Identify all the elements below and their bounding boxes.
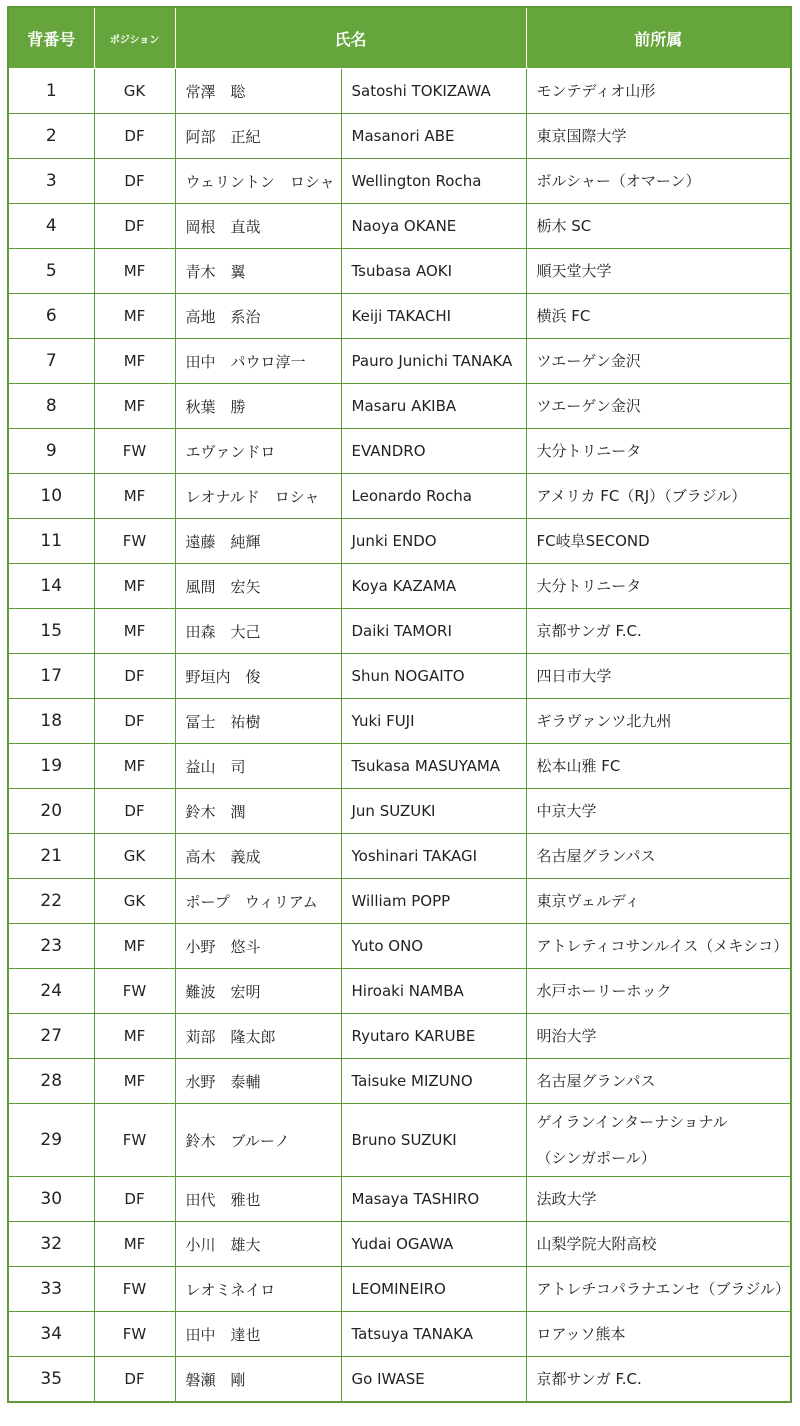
player-position: FW [94, 1104, 175, 1177]
player-name-en: Pauro Junichi TANAKA [341, 339, 526, 384]
table-row [8, 1222, 791, 1267]
player-previous-club: 名古屋グランパス [526, 834, 791, 879]
player-name-jp: 小野 悠斗 [175, 924, 341, 969]
player-previous-club: 東京国際大学 [526, 114, 791, 159]
player-name-jp: 冨士 祐樹 [175, 699, 341, 744]
table-row [8, 1267, 791, 1312]
player-name-jp: 鈴木 ブルーノ [175, 1104, 341, 1177]
player-position: DF [94, 1357, 175, 1403]
player-previous-club: 四日市大学 [526, 654, 791, 699]
player-name-en: Shun NOGAITO [341, 654, 526, 699]
player-number: 28 [8, 1059, 94, 1104]
player-position: MF [94, 1014, 175, 1059]
player-previous-club: 栃木 SC [526, 204, 791, 249]
table-row [8, 924, 791, 969]
player-position: FW [94, 1267, 175, 1312]
player-previous-club: ボルシャー（オマーン） [526, 159, 791, 204]
player-previous-club: 名古屋グランパス [526, 1059, 791, 1104]
player-number: 14 [8, 564, 94, 609]
player-position: FW [94, 429, 175, 474]
player-position: DF [94, 114, 175, 159]
player-name-jp: 高地 系治 [175, 294, 341, 339]
player-name-jp: 磐瀬 剛 [175, 1357, 341, 1403]
table-row [8, 1104, 791, 1177]
player-number: 11 [8, 519, 94, 564]
player-number: 35 [8, 1357, 94, 1403]
player-name-en: Yuto ONO [341, 924, 526, 969]
player-name-en: William POPP [341, 879, 526, 924]
table-row [8, 519, 791, 564]
table-row [8, 564, 791, 609]
player-name-jp: 常澤 聡 [175, 69, 341, 114]
player-name-jp: ポープ ウィリアム [175, 879, 341, 924]
player-position: DF [94, 789, 175, 834]
player-previous-club: 水戸ホーリーホック [526, 969, 791, 1014]
player-position: DF [94, 204, 175, 249]
player-number: 24 [8, 969, 94, 1014]
player-position: MF [94, 294, 175, 339]
player-position: GK [94, 879, 175, 924]
player-previous-club: 明治大学 [526, 1014, 791, 1059]
player-name-jp: 高木 義成 [175, 834, 341, 879]
player-number: 6 [8, 294, 94, 339]
player-name-en: Masanori ABE [341, 114, 526, 159]
table-row [8, 744, 791, 789]
table-row [8, 1177, 791, 1222]
player-number: 10 [8, 474, 94, 519]
player-previous-club: ゲイランインターナショナル （シンガポール） [526, 1104, 791, 1177]
player-position: GK [94, 834, 175, 879]
player-name-jp: 田森 大己 [175, 609, 341, 654]
player-previous-club: アトレチコパラナエンセ（ブラジル） [526, 1267, 791, 1312]
player-name-jp: 難波 宏明 [175, 969, 341, 1014]
player-name-jp: 阿部 正紀 [175, 114, 341, 159]
player-previous-club: モンテディオ山形 [526, 69, 791, 114]
player-position: DF [94, 1177, 175, 1222]
player-name-en: Taisuke MIZUNO [341, 1059, 526, 1104]
table-row [8, 1059, 791, 1104]
table-row [8, 654, 791, 699]
table-row [8, 609, 791, 654]
player-previous-club: ツエーゲン金沢 [526, 384, 791, 429]
table-row [8, 1357, 791, 1403]
player-name-jp: 野垣内 俊 [175, 654, 341, 699]
player-position: DF [94, 159, 175, 204]
player-number: 5 [8, 249, 94, 294]
player-number: 3 [8, 159, 94, 204]
player-previous-club: 京都サンガ F.C. [526, 609, 791, 654]
player-previous-club: ギラヴァンツ北九州 [526, 699, 791, 744]
player-name-en: EVANDRO [341, 429, 526, 474]
player-name-jp: 青木 翼 [175, 249, 341, 294]
table-row [8, 834, 791, 879]
player-name-en: Hiroaki NAMBA [341, 969, 526, 1014]
player-position: MF [94, 924, 175, 969]
player-position: MF [94, 474, 175, 519]
player-position: DF [94, 654, 175, 699]
header-row [8, 7, 791, 69]
player-name-jp: 田中 パウロ淳一 [175, 339, 341, 384]
player-position: DF [94, 699, 175, 744]
player-position: MF [94, 384, 175, 429]
player-number: 34 [8, 1312, 94, 1357]
table-row [8, 204, 791, 249]
player-name-jp: 水野 泰輔 [175, 1059, 341, 1104]
player-number: 23 [8, 924, 94, 969]
player-position: MF [94, 609, 175, 654]
player-number: 9 [8, 429, 94, 474]
table-row [8, 789, 791, 834]
player-number: 27 [8, 1014, 94, 1059]
player-number: 4 [8, 204, 94, 249]
player-name-en: Go IWASE [341, 1357, 526, 1403]
table-row [8, 339, 791, 384]
player-name-jp: ウェリントン ロシャ [175, 159, 341, 204]
table-row [8, 879, 791, 924]
table-row [8, 384, 791, 429]
player-number: 32 [8, 1222, 94, 1267]
player-number: 19 [8, 744, 94, 789]
player-position: MF [94, 249, 175, 294]
table-row [8, 294, 791, 339]
player-name-jp: 田中 達也 [175, 1312, 341, 1357]
player-name-en: Yoshinari TAKAGI [341, 834, 526, 879]
player-name-en: Keiji TAKACHI [341, 294, 526, 339]
table-row [8, 429, 791, 474]
table-row [8, 1312, 791, 1357]
table-row [8, 114, 791, 159]
player-name-en: Yuki FUJI [341, 699, 526, 744]
player-previous-club: 東京ヴェルディ [526, 879, 791, 924]
player-name-en: Naoya OKANE [341, 204, 526, 249]
player-previous-club: 順天堂大学 [526, 249, 791, 294]
player-name-en: Tsukasa MASUYAMA [341, 744, 526, 789]
header-name: 氏名 [175, 7, 526, 69]
player-number: 21 [8, 834, 94, 879]
player-name-jp: 岡根 直哉 [175, 204, 341, 249]
player-previous-club: アメリカ FC（RJ）（ブラジル） [526, 474, 791, 519]
player-number: 17 [8, 654, 94, 699]
player-previous-club: 松本山雅 FC [526, 744, 791, 789]
player-name-jp: 小川 雄大 [175, 1222, 341, 1267]
player-number: 2 [8, 114, 94, 159]
player-previous-club: アトレティコサンルイス（メキシコ） [526, 924, 791, 969]
player-number: 29 [8, 1104, 94, 1177]
player-position: MF [94, 339, 175, 384]
player-number: 1 [8, 69, 94, 114]
player-name-jp: レオナルド ロシャ [175, 474, 341, 519]
player-previous-club: 京都サンガ F.C. [526, 1357, 791, 1403]
player-name-en: Masaru AKIBA [341, 384, 526, 429]
player-name-jp: 風間 宏矢 [175, 564, 341, 609]
header-club: 前所属 [526, 7, 791, 69]
player-name-en: Daiki TAMORI [341, 609, 526, 654]
player-name-en: Tatsuya TANAKA [341, 1312, 526, 1357]
roster-body [8, 69, 791, 1403]
player-previous-club: 横浜 FC [526, 294, 791, 339]
player-name-en: Tsubasa AOKI [341, 249, 526, 294]
header-number: 背番号 [8, 7, 94, 69]
player-position: GK [94, 69, 175, 114]
player-number: 22 [8, 879, 94, 924]
table-row [8, 474, 791, 519]
header-position: ポジション [94, 7, 175, 69]
player-name-en: Jun SUZUKI [341, 789, 526, 834]
roster-table [7, 6, 792, 1403]
player-previous-club: ツエーゲン金沢 [526, 339, 791, 384]
player-name-jp: 鈴木 潤 [175, 789, 341, 834]
player-name-jp: 秋葉 勝 [175, 384, 341, 429]
player-name-en: Koya KAZAMA [341, 564, 526, 609]
player-name-en: Wellington Rocha [341, 159, 526, 204]
player-previous-club: 中京大学 [526, 789, 791, 834]
player-previous-club: 大分トリニータ [526, 429, 791, 474]
player-previous-club: 法政大学 [526, 1177, 791, 1222]
player-name-jp: 田代 雅也 [175, 1177, 341, 1222]
player-previous-club: ロアッソ熊本 [526, 1312, 791, 1357]
player-position: MF [94, 1222, 175, 1267]
player-name-en: Ryutaro KARUBE [341, 1014, 526, 1059]
player-number: 15 [8, 609, 94, 654]
player-name-jp: レオミネイロ [175, 1267, 341, 1312]
table-row [8, 1014, 791, 1059]
player-number: 33 [8, 1267, 94, 1312]
player-name-en: Junki ENDO [341, 519, 526, 564]
player-position: MF [94, 744, 175, 789]
player-number: 7 [8, 339, 94, 384]
table-row [8, 969, 791, 1014]
player-position: MF [94, 1059, 175, 1104]
player-name-en: Satoshi TOKIZAWA [341, 69, 526, 114]
player-name-en: LEOMINEIRO [341, 1267, 526, 1312]
player-previous-club: 山梨学院大附高校 [526, 1222, 791, 1267]
player-position: MF [94, 564, 175, 609]
player-position: FW [94, 519, 175, 564]
player-number: 8 [8, 384, 94, 429]
table-row [8, 69, 791, 114]
player-position: FW [94, 1312, 175, 1357]
player-name-en: Bruno SUZUKI [341, 1104, 526, 1177]
table-row [8, 159, 791, 204]
player-name-jp: 遠藤 純輝 [175, 519, 341, 564]
player-name-jp: エヴァンドロ [175, 429, 341, 474]
player-previous-club: FC岐阜SECOND [526, 519, 791, 564]
table-row [8, 699, 791, 744]
player-name-en: Masaya TASHIRO [341, 1177, 526, 1222]
player-previous-club: 大分トリニータ [526, 564, 791, 609]
player-number: 20 [8, 789, 94, 834]
player-name-jp: 益山 司 [175, 744, 341, 789]
player-position: FW [94, 969, 175, 1014]
player-number: 18 [8, 699, 94, 744]
player-name-jp: 苅部 隆太郎 [175, 1014, 341, 1059]
table-row [8, 249, 791, 294]
player-number: 30 [8, 1177, 94, 1222]
player-name-en: Leonardo Rocha [341, 474, 526, 519]
player-name-en: Yudai OGAWA [341, 1222, 526, 1267]
